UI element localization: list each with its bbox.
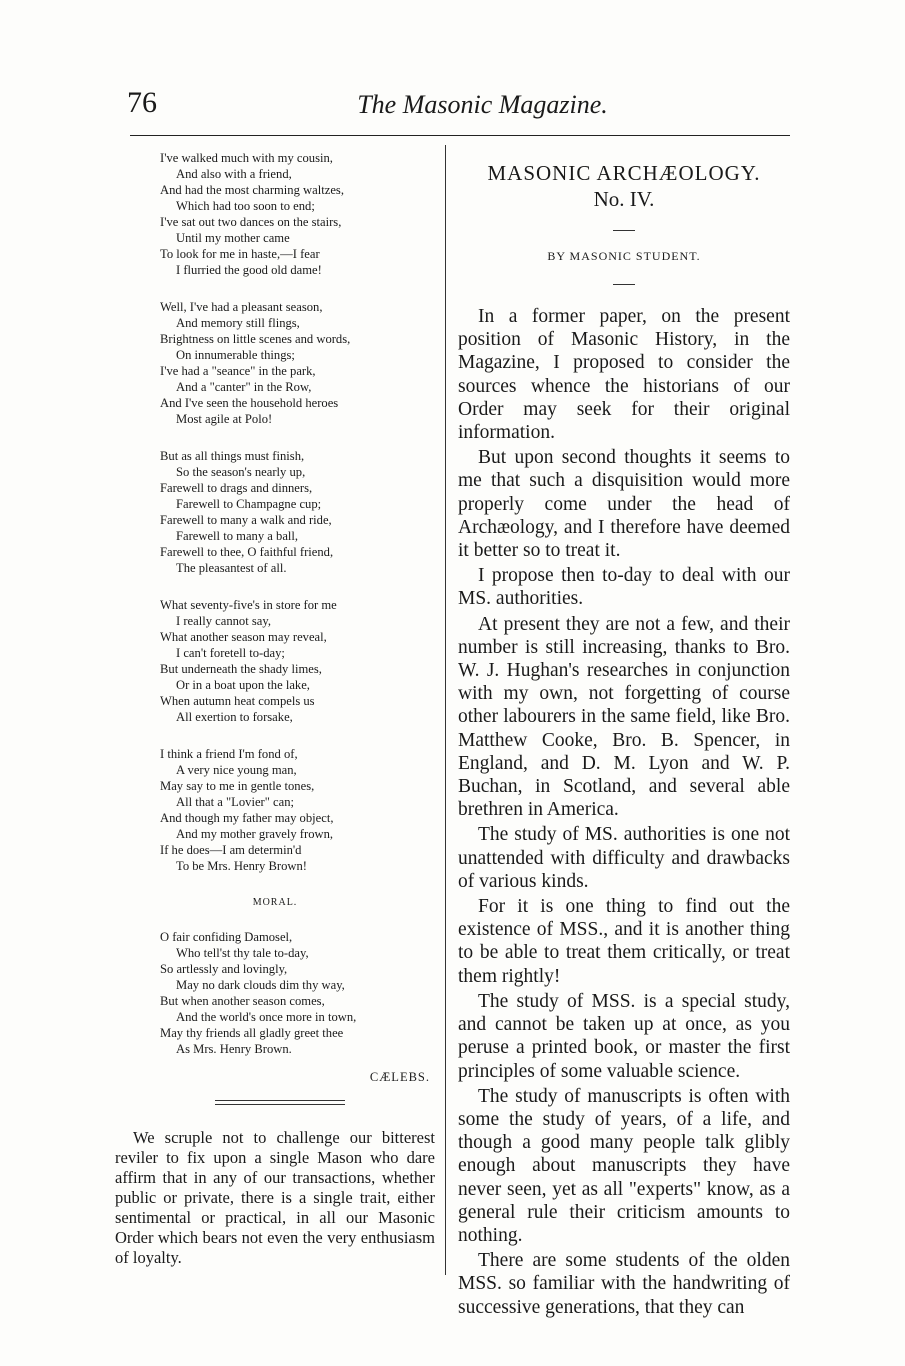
poem-line: Or in a boat upon the lake, [176,678,310,692]
poem-line: On innumerable things; [176,348,295,362]
article [458,160,790,1321]
quote-text: We scruple not to challenge our bitterest reviler to fix upon a single Mason who dare affirm that in any of our transactions, whether public or private, there is a single trait, either sentimental or practical, in all our Masonic Order which bears not even the very enthusiasm of loyalty. [115,1128,435,1267]
poem-line: I flurried the good old dame! [176,263,322,277]
poem-line: Farewell to thee, O faithful friend, [160,545,334,559]
poem-line: Most agile at Polo! [176,412,273,426]
poem-line: And the world's once more in town, [176,1010,357,1024]
quote-paragraph [115,1128,435,1268]
article-title: MASONIC ARCHÆOLOGY. [487,161,761,185]
poem-line: I think a friend I'm fond of, [160,747,298,761]
poem-line: May say to me in gentle tones, [160,779,315,793]
byline-dash [613,284,635,285]
poem-stanza [160,746,430,874]
poem-line: But when another season comes, [160,994,325,1008]
poem-line: I've walked much with my cousin, [160,151,333,165]
poem-line: Well, I've had a pleasant season, [160,300,323,314]
article-paragraph: For it is one thing to find out the existence of MSS., and it is another thing to be able to treat them critically, or treat them rightly! [458,896,790,987]
section-separator [215,1100,345,1108]
poem-line: And also with a friend, [176,167,292,181]
poem-line: And though my father may object, [160,811,334,825]
poem-line: Which had too soon to end; [176,199,315,213]
poem-line: What another season may reveal, [160,630,327,644]
article-paragraph: I propose then to-day to deal with our MS. authorities. [458,565,790,610]
article-number: No. IV. [593,187,655,211]
poem-signature: CÆLEBS. [369,1070,430,1084]
poem-line: And a "canter" in the Row, [176,380,312,394]
poem-stanza [160,448,430,576]
poem-line: May thy friends all gladly greet thee [160,1026,344,1040]
poem-line: Farewell to many a ball, [176,529,299,543]
title-dash [613,230,635,231]
poem-line: As Mrs. Henry Brown. [176,1042,292,1056]
poem-line: Farewell to many a walk and ride, [160,513,332,527]
article-paragraph: There are some students of the olden MSS. so familiar with the handwriting of successive generations, that they can [458,1250,790,1318]
poem-line: All that a "Lovier" can; [176,795,294,809]
running-title: The Masonic Magazine. [357,90,608,119]
poem-stanza [160,597,430,725]
moral-heading: MORAL. [252,897,298,908]
poem-line: The pleasantest of all. [176,561,287,575]
poem-line: I've sat out two dances on the stairs, [160,215,342,229]
poem-line: O fair confiding Damosel, [160,930,293,944]
page-number: 76 [127,86,157,119]
poem-line: What seventy-five's in store for me [160,598,337,612]
article-paragraph: At present they are not a few, and their number is still increasing, thanks to Bro. W. J. Hughan's researches in conjunction with my own, not forgetting of course other labourers in the same field, like Bro. Matthew Cooke, Bro. B. Spencer, in England, and D. M. Lyon and W. P. Buchan, in Scotland, and several able brethren in America. [458,613,790,821]
poem-line: But as all things must finish, [160,449,305,463]
article-byline: BY MASONIC STUDENT. [547,249,701,263]
poem-stanza [160,150,430,278]
poem-line: Farewell to drags and dinners, [160,481,313,495]
poem-line: But underneath the shady limes, [160,662,322,676]
poem-line: Until my mother came [176,231,290,245]
poem-line: May no dark clouds dim thy way, [176,978,345,992]
poem-line: I really cannot say, [176,614,271,628]
poem-line: To be Mrs. Henry Brown! [176,859,307,873]
poem-line: When autumn heat compels us [160,694,315,708]
poem-line: Who tell'st thy tale to-day, [176,946,309,960]
article-paragraph: The study of MS. authorities is one not unattended with difficulty and drawbacks of various kinds. [458,824,790,892]
poem-line: So artlessly and lovingly, [160,962,288,976]
poem-line: All exertion to forsake, [176,710,293,724]
poem-line: Brightness on little scenes and words, [160,332,351,346]
article-paragraph: In a former paper, on the present position of Masonic History, in the Magazine, I proposed to consider the sources whence the historians of our Order may seek for their original information. [458,306,790,444]
poem-line: A very nice young man, [176,763,297,777]
header-rule [130,135,790,136]
moral-stanza [160,929,430,1057]
column-divider [445,145,446,1275]
poem-line: I've had a "seance" in the park, [160,364,316,378]
poem-line: I can't foretell to-day; [176,646,285,660]
poem-line: And memory still flings, [176,316,300,330]
poem-line: Farewell to Champagne cup; [176,497,322,511]
poem-line: To look for me in haste,—I fear [160,247,320,261]
poem-line: So the season's nearly up, [176,465,306,479]
poem-line: If he does—I am determin'd [160,843,302,857]
poem-line: And had the most charming waltzes, [160,183,344,197]
article-paragraph: But upon second thoughts it seems to me that such a disquisition would more properly come under the head of Archæology, and I therefore have deemed it better so to treat it. [458,447,790,562]
poem [160,150,430,1085]
poem-line: And my mother gravely frown, [176,827,334,841]
poem-line: And I've seen the household heroes [160,396,339,410]
article-body [458,305,790,1319]
article-paragraph: The study of MSS. is a special study, and cannot be taken up at once, as you peruse a printed book, or master the first principles of some valuable science. [458,990,790,1082]
article-paragraph: The study of manuscripts is often with some the study of years, of a life, and though a good many people talk glibly enough about manuscripts they have never seen, yet as all "experts" know, as a general rule their criticism amounts to nothing. [458,1085,790,1246]
poem-stanza [160,299,430,427]
